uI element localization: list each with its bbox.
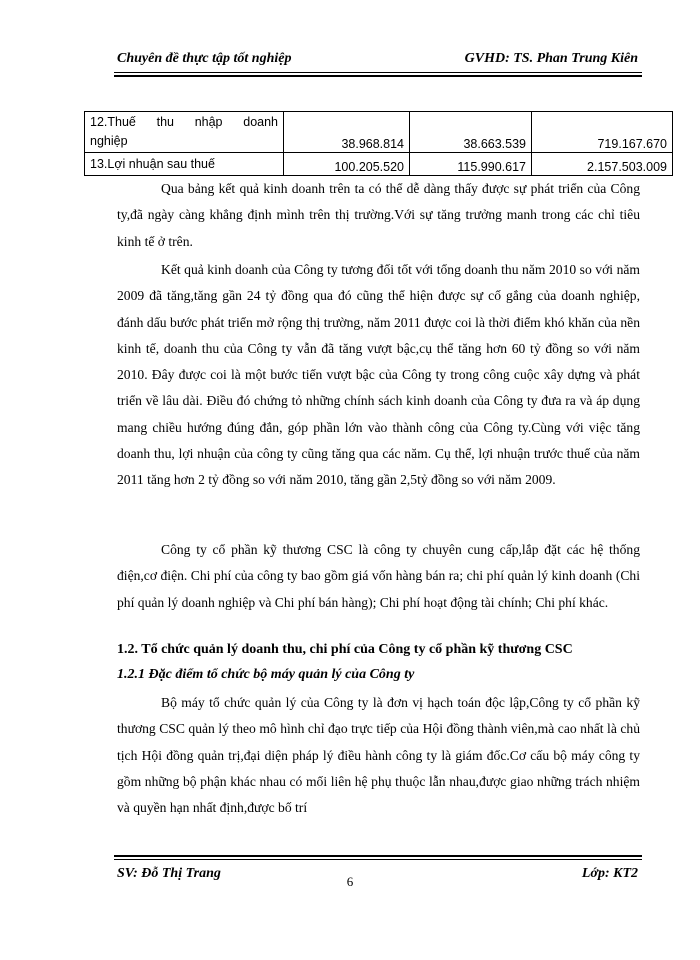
table-cell-value: 2.157.503.009 <box>532 153 673 176</box>
table-cell-label <box>85 153 284 176</box>
footer-student: SV: Đỗ Thị Trang <box>117 866 221 881</box>
table-cell-value: 38.663.539 <box>410 112 532 153</box>
table-cell-value: 115.990.617 <box>410 153 532 176</box>
row-label-line1: 12.Thuế thu nhập doanh <box>90 115 278 129</box>
results-table <box>84 111 673 176</box>
table-row <box>85 112 673 153</box>
row-label-line1: 13.Lợi nhuận sau thuế <box>90 157 215 171</box>
table-cell-value: 38.968.814 <box>284 112 410 153</box>
table-cell-label <box>85 112 284 153</box>
header-rule <box>114 72 642 77</box>
footer-rule <box>114 855 642 860</box>
paragraph-organization: Bộ máy tổ chức quản lý của Công ty là đơn vị hạch toán độc lập,Công ty cổ phần kỹ thương CSC quản lý theo mô hình chỉ đạo trực tiếp của Hội đồng thành viên,mà cao nhất là chủ tịch Hội đồng quản trị,đại diện pháp lý điều hành công ty là giám đốc.Cơ cấu bộ máy công ty gồm những bộ phận khác nhau có mối liên hệ phụ thuộc lẫn nhau,được giao những trách nhiệm và quyền hạn nhất định,được bố trí <box>117 695 640 816</box>
page-number: 6 <box>346 874 354 889</box>
table-cell-value: 719.167.670 <box>532 112 673 153</box>
header-title: Chuyên đề thực tập tốt nghiệp <box>117 51 292 66</box>
section-heading: 1.2. Tổ chức quản lý doanh thu, chi phí của Công ty cổ phần kỹ thương CSC <box>117 642 573 657</box>
paragraph-results: Kết quả kinh doanh của Công ty tương đối tốt với tổng doanh thu năm 2010 so với năm 2009 đã tăng,tăng gần 24 tỷ đồng qua đó cũng thể hiện được sự cố gắng của doanh nghiệp, đánh dấu bước phát triển mở rộng thị trường, năm 2011 được coi là thời điểm khó khăn của nền kinh tế, doanh thu của Công ty vẫn đã tăng vượt bậc,cụ thể tăng hơn 60 tỷ đồng so với năm 2010. Đây được coi là một bước tiến vượt bậc của Công ty trong công cuộc xây dựng và phát triển về lâu dài. Điều đó chứng tỏ những chính sách kinh doanh của Công ty đưa ra và áp dụng mang chiều hướng đúng đắn, góp phần lớn vào thành công của Công ty.Cùng với việc tăng doanh thu, lợi nhuận của công ty cũng tăng qua các năm. Cụ thể, lợi nhuận trước thuế của năm 2011 tăng hơn 2 tỷ đồng so với năm 2010, tăng gần 2,5tỷ đồng so với năm 2009. <box>117 262 640 488</box>
table-row <box>85 153 673 176</box>
table-cell-value: 100.205.520 <box>284 153 410 176</box>
row-label-line2: nghiệp <box>90 134 128 148</box>
paragraph-summary: Qua bảng kết quả kinh doanh trên ta có thể dễ dàng thấy được sự phát triển của Công ty,đã ngày càng khẳng định mình trên thị trường.Với sự tăng trưởng manh trong các chỉ tiêu kinh tế ở trên. <box>117 181 640 249</box>
subsection-heading: 1.2.1 Đặc điểm tổ chức bộ máy quản lý của Công ty <box>117 667 415 682</box>
header-advisor: GVHD: TS. Phan Trung Kiên <box>464 51 638 66</box>
paragraph-costs: Công ty cổ phần kỹ thương CSC là công ty chuyên cung cấp,lắp đặt các hệ thống điện,cơ điện. Chi phí của công ty bao gồm giá vốn hàng bán ra; chi phí quản lý kinh doanh (Chi phí quản lý doanh nghiệp và Chi phí bán hàng); Chi phí hoạt động tài chính; Chi phí khác. <box>117 542 640 610</box>
footer-class: Lớp: KT2 <box>581 866 638 881</box>
